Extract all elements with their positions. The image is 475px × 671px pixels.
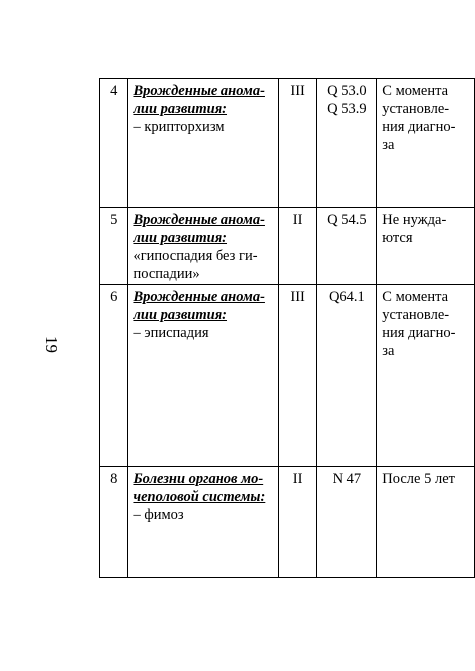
- term-line: С момента: [382, 83, 449, 99]
- diagnosis-heading-line: Болезни органов мо-: [133, 471, 264, 487]
- icd-code: Q 53.0: [327, 83, 367, 99]
- table-row: [100, 208, 475, 285]
- row-number: 8: [100, 467, 128, 578]
- health-group: II: [278, 467, 317, 578]
- icd-code-cell: [317, 285, 377, 467]
- icd-code-cell: [317, 467, 377, 578]
- term-line: ния диагно-: [382, 119, 456, 135]
- diagnosis-cell: [128, 285, 278, 467]
- diagnosis-heading-line: Врожденные анома-: [133, 212, 265, 228]
- term-line: Не нужда-: [382, 212, 447, 228]
- diagnosis-heading-line: лии развития:: [133, 230, 228, 246]
- page-number: 19: [42, 336, 61, 353]
- term-line: установле-: [382, 101, 450, 117]
- term-line: С момента: [382, 289, 449, 305]
- table-row: [100, 467, 475, 578]
- diagnosis-heading-line: лии развития:: [133, 101, 228, 117]
- health-group: II: [278, 208, 317, 285]
- row-number: 6: [100, 285, 128, 467]
- term-line: ются: [382, 230, 413, 246]
- diagnosis-cell: [128, 467, 278, 578]
- icd-code-cell: [317, 79, 377, 208]
- document-table: [99, 78, 475, 578]
- diagnosis-cell: [128, 79, 278, 208]
- table-row: [100, 79, 475, 208]
- diagnosis-cell: [128, 208, 278, 285]
- icd-code: Q64.1: [328, 289, 365, 305]
- diagnosis-description-line: поспадии»: [133, 266, 200, 282]
- diagnosis-heading-line: чеполовой системы:: [133, 489, 266, 505]
- health-group: III: [278, 285, 317, 467]
- term-line: за: [382, 137, 395, 153]
- table-row: [100, 285, 475, 467]
- health-group: III: [278, 79, 317, 208]
- diagnosis-heading-line: лии развития:: [133, 307, 228, 323]
- icd-code: N 47: [332, 471, 362, 487]
- term-cell: [377, 285, 475, 467]
- term-cell: [377, 208, 475, 285]
- term-line: установле-: [382, 307, 450, 323]
- term-cell: [377, 79, 475, 208]
- term-line: После 5 лет: [382, 471, 455, 487]
- diagnosis-description-line: – крипторхизм: [133, 119, 225, 135]
- icd-code: Q 53.9: [327, 101, 367, 117]
- diagnosis-description-line: – эписпадия: [133, 325, 209, 341]
- diagnosis-heading-line: Врожденные анома-: [133, 83, 265, 99]
- term-line: за: [382, 343, 395, 359]
- term-line: ния диагно-: [382, 325, 456, 341]
- diagnosis-description-line: «гипоспадия без ги-: [133, 248, 258, 264]
- row-number: 5: [100, 208, 128, 285]
- icd-code: Q 54.5: [327, 212, 367, 228]
- diagnosis-description-line: – фимоз: [133, 507, 184, 523]
- term-cell: [377, 467, 475, 578]
- icd-code-cell: [317, 208, 377, 285]
- row-number: 4: [100, 79, 128, 208]
- diagnosis-heading-line: Врожденные анома-: [133, 289, 265, 305]
